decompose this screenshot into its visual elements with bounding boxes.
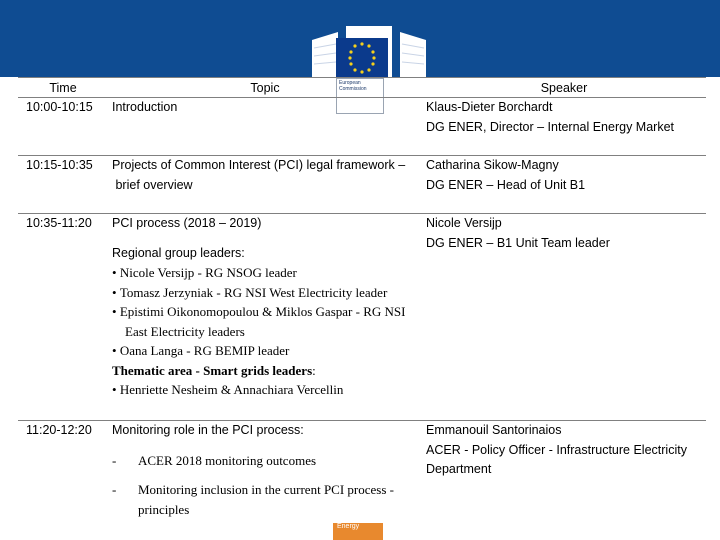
footer-energy-tab: Energy [333, 523, 383, 540]
table-row [18, 421, 706, 520]
list-item: - Monitoring inclusion in the current PCI process - principles [112, 480, 418, 519]
speaker-role: ACER - Policy Officer - Infrastructure Electricity Department [426, 442, 687, 476]
berlaymont-building-icon [308, 18, 430, 78]
table-row [18, 214, 706, 421]
list-item: • Nicole Versijp - RG NSOG leader [112, 265, 297, 280]
column-header-time: Time [18, 78, 108, 98]
list-item: • Henriette Nesheim & Annachiara Vercellin [112, 382, 344, 397]
row-topic: Introduction [112, 100, 178, 114]
column-header-topic: Topic [108, 78, 422, 98]
row-topic: Monitoring role in the PCI process: [112, 423, 304, 437]
speaker-name: Nicole Versijp [426, 216, 502, 230]
speaker-role: DG ENER – Head of Unit B1 [426, 177, 586, 192]
speaker-name: Klaus-Dieter Borchardt [426, 100, 553, 114]
list-item: • Oana Langa - RG BEMIP leader [112, 343, 290, 358]
bullet-icon: • [112, 382, 120, 397]
dash-icon: - [112, 482, 117, 497]
row-topic: Projects of Common Interest (PCI) legal framework – [112, 158, 406, 172]
row-time: 10:00-10:15 [26, 100, 93, 114]
commission-logo-text: European Commission [336, 78, 384, 114]
list-item: • Epistimi Oikonomopoulou & Miklos Gaspar - RG NSI East Electricity leaders [112, 304, 406, 339]
column-header-speaker: Speaker [422, 78, 706, 98]
speaker-role: DG ENER, Director – Internal Energy Market [426, 119, 674, 134]
bullet-icon: • [112, 284, 120, 300]
bullet-icon: • [112, 343, 120, 358]
row-topic: PCI process (2018 – 2019) [112, 216, 262, 230]
dash-icon: - [112, 452, 117, 468]
row-time: 10:15-10:35 [26, 158, 93, 172]
regional-list [112, 263, 418, 400]
table-row [18, 98, 706, 156]
list-item: • Tomasz Jerzyniak - RG NSI West Electricity leader [112, 284, 388, 300]
regional-heading: Regional group leaders: [112, 245, 245, 260]
table-header-row [18, 78, 706, 98]
table-row [18, 156, 706, 214]
row-topic-continued: brief overview [112, 177, 193, 192]
bullet-icon: • [112, 304, 120, 319]
speaker-name: Emmanouil Santorinaios [426, 423, 562, 437]
agenda-table [18, 77, 706, 519]
row-time: 10:35-11:20 [26, 216, 92, 230]
speaker-name: Catharina Sikow-Magny [426, 158, 559, 172]
thematic-heading: Thematic area - Smart grids leaders: [112, 362, 316, 378]
list-item: - ACER 2018 monitoring outcomes [112, 451, 418, 471]
row-time: 11:20-12:20 [26, 423, 92, 437]
bullet-icon: • [112, 265, 120, 280]
monitoring-list [112, 451, 418, 520]
speaker-role: DG ENER – B1 Unit Team leader [426, 235, 610, 250]
